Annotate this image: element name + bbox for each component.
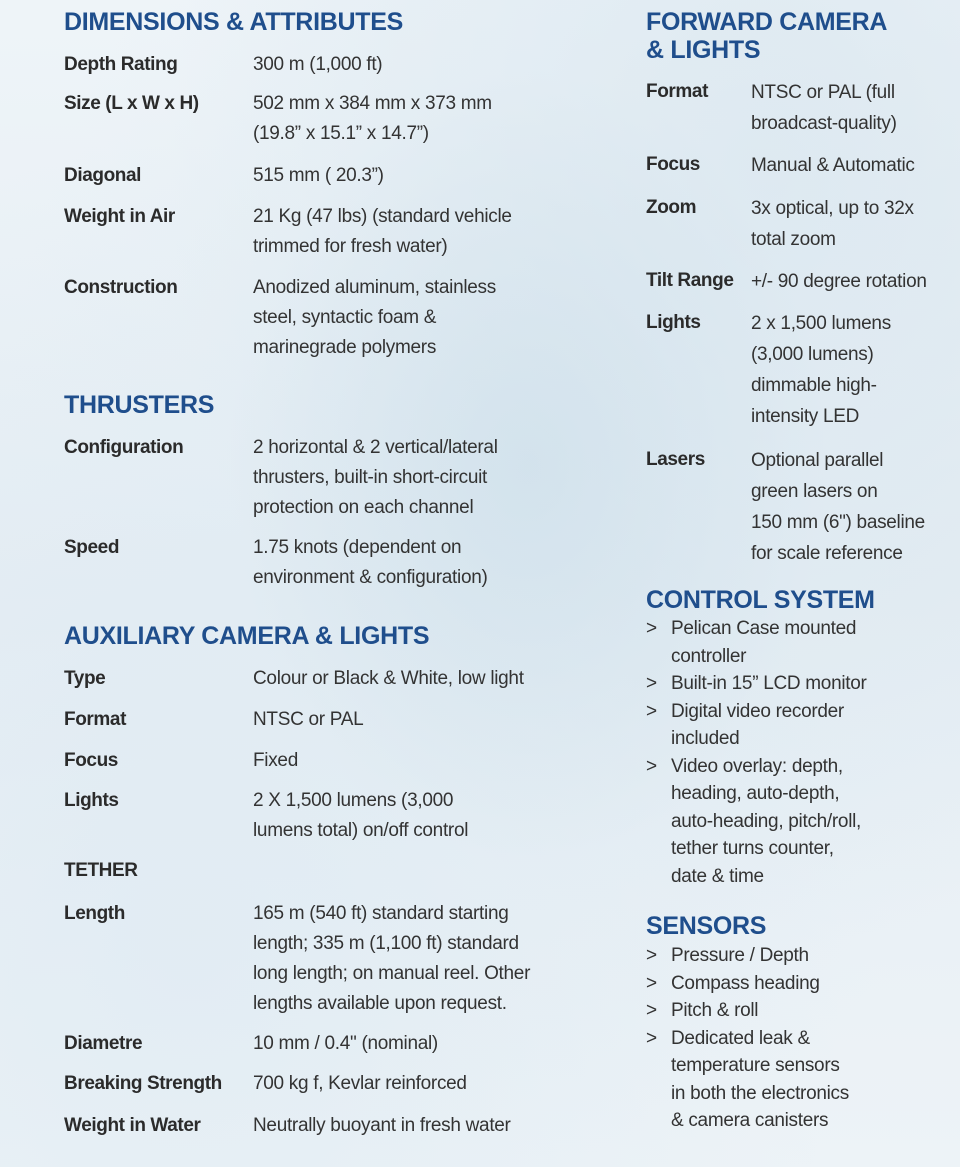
spec-value-line: 502 mm x 384 mm x 373 mm xyxy=(253,93,492,114)
spec-value-line: thrusters, built-in short-circuit xyxy=(253,467,488,488)
spec-label: Format xyxy=(646,81,708,102)
list-item xyxy=(646,698,867,753)
spec-value xyxy=(253,705,363,735)
spec-value xyxy=(253,1029,438,1059)
list-item-line: Video overlay: depth, xyxy=(671,755,843,777)
spec-value-line: Neutrally buoyant in fresh water xyxy=(253,1115,511,1136)
list-item-line: Dedicated leak & xyxy=(671,1027,810,1049)
spec-value xyxy=(253,433,498,523)
dimensions-heading: DIMENSIONS & ATTRIBUTES xyxy=(64,8,403,36)
spec-value-line: 3x optical, up to 32x xyxy=(751,198,914,219)
spec-value xyxy=(253,786,468,846)
chevron-right-icon: > xyxy=(646,618,657,639)
chevron-right-icon: > xyxy=(646,972,657,994)
spec-value-line: 2 horizontal & 2 vertical/lateral xyxy=(253,437,498,458)
spec-value-line: NTSC or PAL xyxy=(253,709,364,730)
spec-label: Configuration xyxy=(64,437,184,458)
spec-value-line: 165 m (540 ft) standard starting xyxy=(253,903,509,924)
spec-value-line: dimmable high- xyxy=(751,375,877,396)
chevron-right-icon: > xyxy=(646,673,657,694)
spec-value xyxy=(751,445,925,569)
chevron-right-icon: > xyxy=(646,700,657,722)
spec-value-line: 21 Kg (47 lbs) (standard vehicle xyxy=(253,206,512,227)
spec-value-line: marinegrade polymers xyxy=(253,337,437,358)
forward-heading-line: FORWARD CAMERA xyxy=(646,8,888,36)
spec-label: Zoom xyxy=(646,197,697,218)
spec-value-line: Colour or Black & White, low light xyxy=(253,668,524,689)
spec-value-line: long length; on manual reel. Other xyxy=(253,963,531,984)
spec-label: Weight in Air xyxy=(64,206,175,227)
spec-value-line: (3,000 lumens) xyxy=(751,344,874,365)
spec-value-line: intensity LED xyxy=(751,406,860,427)
spec-value xyxy=(253,202,512,262)
spec-value-line: steel, syntactic foam & xyxy=(253,307,437,328)
list-item-line: Compass heading xyxy=(671,972,820,994)
list-item xyxy=(646,942,849,970)
chevron-right-icon: > xyxy=(646,945,657,966)
spec-label: Focus xyxy=(646,154,700,175)
chevron-right-icon: > xyxy=(646,1027,657,1049)
spec-value xyxy=(253,1111,511,1141)
list-item xyxy=(646,970,849,998)
spec-label: Focus xyxy=(64,750,118,771)
chevron-right-icon: > xyxy=(646,1000,657,1021)
spec-value-line: (19.8” x 15.1” x 14.7”) xyxy=(253,123,429,144)
forward-heading xyxy=(646,8,887,64)
spec-value-line: 1.75 knots (dependent on xyxy=(253,537,462,558)
list-item-line: date & time xyxy=(671,865,764,887)
spec-label: Lasers xyxy=(646,449,705,470)
spec-value xyxy=(751,150,915,181)
list-item-line: controller xyxy=(671,645,747,667)
spec-value-line: Manual & Automatic xyxy=(751,155,915,176)
spec-label: Lights xyxy=(646,312,701,333)
spec-value-line: 300 m (1,000 ft) xyxy=(253,54,383,75)
spec-value xyxy=(253,89,492,149)
spec-label: Length xyxy=(64,903,125,924)
spec-value-line: trimmed for fresh water) xyxy=(253,236,448,257)
chevron-right-icon: > xyxy=(646,755,657,777)
spec-value-line: +/- 90 degree rotation xyxy=(751,271,927,292)
spec-value-line: Optional parallel xyxy=(751,450,884,471)
spec-value xyxy=(253,533,488,593)
spec-value xyxy=(253,273,496,363)
spec-label: Construction xyxy=(64,277,178,298)
control-system-list xyxy=(646,615,867,890)
thrusters-heading: THRUSTERS xyxy=(64,391,215,419)
spec-label: Lights xyxy=(64,790,119,811)
list-item-line: Pitch & roll xyxy=(671,1000,759,1021)
spec-value xyxy=(751,308,891,432)
spec-value-line: for scale reference xyxy=(751,543,903,564)
list-item-line: included xyxy=(671,728,740,749)
list-item-line: heading, auto-depth, xyxy=(671,783,840,804)
spec-value-line: total zoom xyxy=(751,229,836,250)
tether-heading: TETHER xyxy=(64,860,138,881)
spec-value-line: 2 X 1,500 lumens (3,000 xyxy=(253,790,454,811)
spec-value xyxy=(253,899,530,1019)
spec-value xyxy=(253,161,384,191)
spec-label: Breaking Strength xyxy=(64,1073,222,1094)
spec-label: Size (L x W x H) xyxy=(64,93,199,114)
spec-value xyxy=(751,193,914,255)
list-item xyxy=(646,615,867,670)
spec-value xyxy=(253,50,382,80)
spec-value-line: environment & configuration) xyxy=(253,567,488,588)
list-item-line: Digital video recorder xyxy=(671,700,844,722)
spec-label: Type xyxy=(64,668,106,689)
spec-value-line: 2 x 1,500 lumens xyxy=(751,313,891,334)
spec-label: Depth Rating xyxy=(64,54,178,75)
spec-value xyxy=(253,1069,467,1099)
spec-label: Weight in Water xyxy=(64,1115,201,1136)
list-item-line: tether turns counter, xyxy=(671,838,834,859)
spec-value-line: green lasers on xyxy=(751,481,878,502)
list-item xyxy=(646,997,849,1025)
list-item-line: auto-heading, pitch/roll, xyxy=(671,810,862,832)
list-item xyxy=(646,753,867,891)
list-item xyxy=(646,1025,849,1135)
spec-label: Diametre xyxy=(64,1033,143,1054)
list-item xyxy=(646,670,867,698)
spec-value-line: lumens total) on/off control xyxy=(253,820,469,841)
list-item-line: & camera canisters xyxy=(671,1110,829,1131)
spec-value-line: length; 335 m (1,100 ft) standard xyxy=(253,933,519,954)
spec-value-line: 700 kg f, Kevlar reinforced xyxy=(253,1073,467,1094)
spec-value-line: 515 mm ( 20.3”) xyxy=(253,165,384,186)
forward-heading-line: & LIGHTS xyxy=(646,36,761,64)
sensors-list xyxy=(646,942,849,1135)
sensors-heading: SENSORS xyxy=(646,912,767,940)
spec-value-line: Fixed xyxy=(253,750,298,771)
list-item-line: Built-in 15” LCD monitor xyxy=(671,673,867,694)
spec-value-line: lengths available upon request. xyxy=(253,993,507,1014)
spec-value xyxy=(253,664,524,694)
spec-value-line: 10 mm / 0.4" (nominal) xyxy=(253,1033,438,1054)
spec-value-line: NTSC or PAL (full xyxy=(751,82,895,103)
auxiliary-heading: AUXILIARY CAMERA & LIGHTS xyxy=(64,622,430,650)
spec-value xyxy=(253,746,298,776)
list-item-line: Pressure / Depth xyxy=(671,945,809,966)
spec-label: Diagonal xyxy=(64,165,142,186)
spec-value xyxy=(751,266,927,297)
spec-value-line: 150 mm (6") baseline xyxy=(751,512,925,533)
spec-value-line: protection on each channel xyxy=(253,497,474,518)
control-system-heading: CONTROL SYSTEM xyxy=(646,586,875,614)
list-item-line: temperature sensors xyxy=(671,1055,840,1076)
spec-label: Tilt Range xyxy=(646,270,734,291)
spec-value xyxy=(751,77,897,139)
spec-label: Speed xyxy=(64,537,120,558)
spec-value-line: broadcast-quality) xyxy=(751,113,897,134)
spec-value-line: Anodized aluminum, stainless xyxy=(253,277,496,298)
list-item-line: in both the electronics xyxy=(671,1082,849,1104)
spec-label: Format xyxy=(64,709,126,730)
list-item-line: Pelican Case mounted xyxy=(671,618,857,639)
